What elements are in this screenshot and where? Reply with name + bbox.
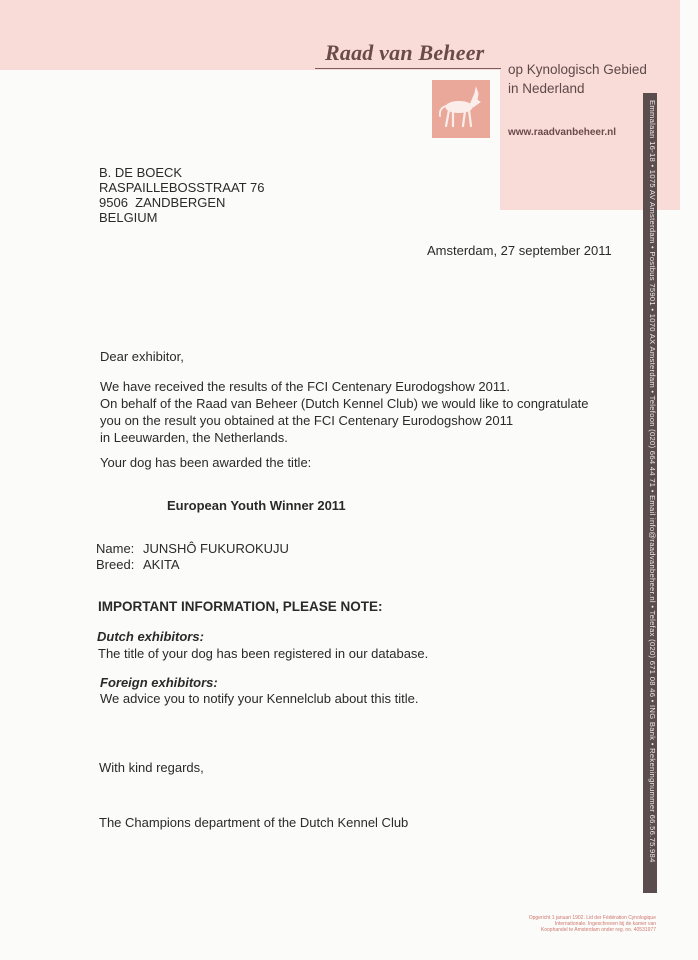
dog-logo-icon [432, 80, 490, 138]
website-link[interactable]: www.raadvanbeheer.nl [508, 127, 617, 138]
award-title: European Youth Winner 2011 [167, 498, 346, 513]
dog-name-value: JUNSHÔ FUKUROKUJU [143, 541, 289, 556]
dog-breed-value: AKITA [143, 557, 180, 572]
recipient-country: BELGIUM [99, 210, 158, 225]
contact-sidebar-text: Emmalaan 16-18 • 1075 AV Amsterdam • Postbus 75901 • 1070 AX Amsterdam • Telefoon (020) 664 44 71 • Email info@raadvanbeheer.nl • Telefax (020) 671 08 46 • ING Bank • Rekeningnummer 66.56.75.984 [648, 100, 657, 863]
dutch-exhibitors-heading: Dutch exhibitors: [97, 629, 204, 644]
organization-name: Raad van Beheer [325, 40, 485, 65]
header-rule [315, 68, 501, 69]
dog-breed-label: Breed: [96, 557, 135, 572]
paragraph-line: you on the result you obtained at the FCI Centenary Eurodogshow 2011 [100, 413, 514, 428]
dutch-exhibitors-text: The title of your dog has been registered in our database. [98, 646, 429, 661]
recipient-city: 9506 ZANDBERGEN [99, 195, 226, 210]
foreign-exhibitors-heading: Foreign exhibitors: [100, 675, 218, 690]
letter-date: Amsterdam, 27 september 2011 [427, 243, 612, 258]
fine-print-line: Internationale. Ingeschreven bij de kamer van [554, 921, 656, 927]
fine-print-line: Opgericht 1 januari 1902. Lid der Fédération Cynologique [528, 915, 656, 921]
body-paragraph [100, 378, 589, 446]
important-heading: IMPORTANT INFORMATION, PLEASE NOTE: [98, 599, 383, 614]
recipient-address [99, 165, 264, 225]
recipient-street: RASPAILLEBOSSTRAAT 76 [99, 180, 265, 195]
subtitle-line-1: op Kynologisch Gebied [508, 62, 647, 77]
award-intro: Your dog has been awarded the title: [100, 455, 312, 470]
closing-signature: The Champions department of the Dutch Kennel Club [99, 815, 409, 830]
paragraph-line: On behalf of the Raad van Beheer (Dutch Kennel Club) we would like to congratulate [100, 396, 589, 411]
organization-subtitle [508, 60, 647, 98]
subtitle-line-2: in Nederland [508, 81, 585, 96]
recipient-name: B. DE BOECK [99, 165, 183, 180]
dog-name-label: Name: [96, 541, 135, 556]
foreign-exhibitors-text: We advice you to notify your Kennelclub about this title. [100, 691, 419, 706]
paragraph-line: We have received the results of the FCI Centenary Eurodogshow 2011. [100, 379, 510, 394]
registration-fine-print [500, 915, 656, 933]
paragraph-line: in Leeuwarden, the Netherlands. [100, 430, 288, 445]
fine-print-line: Koophandel te Amsterdam onder reg. no. 40531977 [540, 927, 656, 933]
closing-regards: With kind regards, [99, 760, 204, 775]
salutation: Dear exhibitor, [100, 349, 184, 364]
